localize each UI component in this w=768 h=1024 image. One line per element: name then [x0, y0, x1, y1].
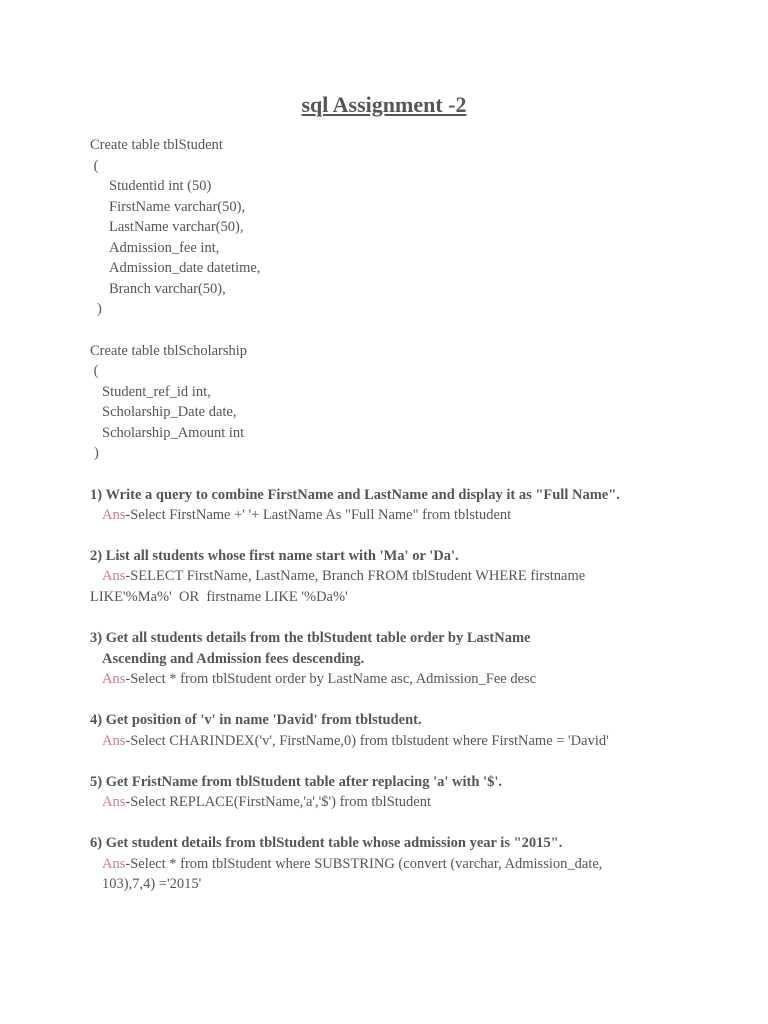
question-1: 1) Write a query to combine FirstName and LastName and display it as "Full Name".: [90, 487, 620, 503]
student-column: Admission_fee int,: [109, 240, 220, 256]
ans-label: Ans: [102, 794, 126, 810]
answer-text: -Select * from tblStudent order by LastName asc, Admission_Fee desc: [125, 671, 537, 687]
scholarship-table-open-paren: (: [90, 363, 99, 379]
page-title: sql Assignment -2: [301, 92, 467, 117]
question-3-continued: Ascending and Admission fees descending.: [102, 651, 365, 667]
answer-text: -Select * from tblStudent where SUBSTRING (convert (varchar, Admission_date,: [125, 856, 603, 872]
student-column: FirstName varchar(50),: [109, 199, 246, 215]
student-column: LastName varchar(50),: [109, 219, 244, 235]
answer-text: -Select REPLACE(FirstName,'a','$') from tblStudent: [125, 794, 432, 810]
ans-label: Ans: [102, 856, 126, 872]
ans-label: Ans: [102, 671, 126, 687]
scholarship-table-header: Create table tblScholarship: [90, 343, 248, 359]
ans-label: Ans: [102, 507, 126, 523]
ans-label: Ans: [102, 568, 126, 584]
answer-2: [102, 566, 585, 586]
question-2: 2) List all students whose first name start with 'Ma' or 'Da'.: [90, 548, 459, 564]
answer-4: [102, 731, 609, 751]
student-column: Studentid int (50): [109, 178, 212, 194]
answer-1: [102, 505, 511, 525]
answer-3: [102, 669, 536, 689]
student-table-open-paren: (: [90, 158, 99, 174]
answer-text: -SELECT FirstName, LastName, Branch FROM tblStudent WHERE firstname: [125, 568, 586, 584]
scholarship-table-close-paren: ): [94, 445, 99, 461]
scholarship-column: Scholarship_Amount int: [102, 425, 245, 441]
question-4: 4) Get position of 'v' in name 'David' from tblstudent.: [90, 712, 422, 728]
scholarship-column: Student_ref_id int,: [102, 384, 211, 400]
student-table-close-paren: ): [97, 301, 102, 317]
student-column: Admission_date datetime,: [109, 260, 261, 276]
answer-text: -Select FirstName +' '+ LastName As "Full Name" from tblstudent: [125, 507, 512, 523]
answer-5: [102, 792, 431, 812]
ans-label: Ans: [102, 733, 126, 749]
student-table-header: Create table tblStudent: [90, 137, 223, 153]
scholarship-column: Scholarship_Date date,: [102, 404, 237, 420]
question-6: 6) Get student details from tblStudent table whose admission year is "2015".: [90, 835, 563, 851]
answer-text: -Select CHARINDEX('v', FirstName,0) from tblstudent where FirstName = 'David': [125, 733, 609, 749]
answer-6: [102, 854, 602, 874]
answer-2-continued: LIKE'%Ma%' OR firstname LIKE '%Da%': [90, 589, 348, 605]
student-column: Branch varchar(50),: [109, 281, 226, 297]
answer-6-continued: 103),7,4) ='2015': [102, 876, 202, 892]
question-3: 3) Get all students details from the tblStudent table order by LastName: [90, 630, 531, 646]
question-5: 5) Get FristName from tblStudent table after replacing 'a' with '$'.: [90, 774, 502, 790]
